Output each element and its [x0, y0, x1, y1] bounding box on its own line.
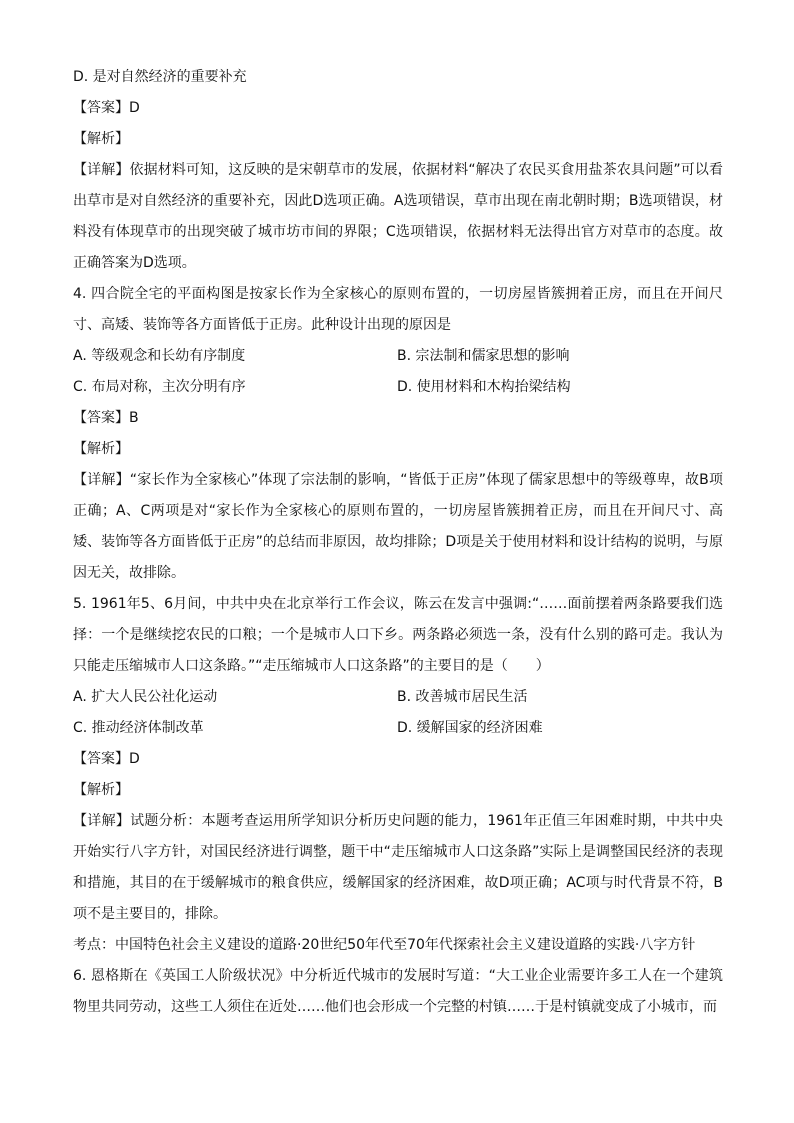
q5-option-c: C. 推动经济体制改革 [73, 720, 204, 736]
q5-option-b: B. 改善城市居民生活 [397, 689, 528, 705]
q4-options-row-1 [73, 341, 723, 372]
q4-analysis-label: 【解析】 [73, 441, 129, 457]
q5-note: 考点：中国特色社会主义建设的道路·20世纪50年代至70年代探索社会主义建设道路的实践·八字方针 [73, 937, 696, 953]
q5-answer: 【答案】D [73, 751, 140, 767]
q5-stem: 5. 1961年5、6月间，中共中央在北京举行工作会议，陈云在发言中强调:“……面前摆着两条路要我们选择：一个是继续挖农民的口粮；一个是城市人口下乡。两条路必须选一条，没有什么别的路可走。我认为只能走压缩城市人口这条路。”“走压缩城市人口这条路”的主要目的是（ ） [73, 596, 723, 674]
q4-answer: 【答案】B [73, 410, 139, 426]
q3-answer: 【答案】D [73, 100, 140, 116]
document-page [73, 62, 723, 1023]
q5-analysis-label: 【解析】 [73, 782, 129, 798]
q6-stem: 6. 恩格斯在《英国工人阶级状况》中分析近代城市的发展时写道：“大工业企业需要许多工人在一个建筑物里共同劳动，这些工人须住在近处……他们也会形成一个完整的村镇……于是村镇就变成了小城市，而 [73, 968, 723, 1015]
q3-detail: 【详解】依据材料可知，这反映的是宋朝草市的发展，依据材料“解决了农民买食用盐茶农具问题”可以看出草市是对自然经济的重要补充，因此D选项正确。A选项错误，草市出现在南北朝时期；B选项错误，材料没有体现草市的出现突破了城市坊市间的界限；C选项错误，依据材料无法得出官方对草市的态度。故正确答案为D选项。 [73, 162, 723, 271]
q4-stem: 4. 四合院全宅的平面构图是按家长作为全家核心的原则布置的，一切房屋皆簇拥着正房，而且在开间尺寸、高矮、装饰等各方面皆低于正房。此种设计出现的原因是 [73, 286, 723, 333]
q5-options-row-2 [73, 713, 723, 744]
q4-option-c: C. 布局对称，主次分明有序 [73, 379, 246, 395]
q4-option-b: B. 宗法制和儒家思想的影响 [397, 348, 570, 364]
q3-option-d: D. 是对自然经济的重要补充 [73, 69, 247, 85]
q4-option-a: A. 等级观念和长幼有序制度 [73, 348, 246, 364]
q5-option-a: A. 扩大人民公社化运动 [73, 689, 218, 705]
q3-analysis-label: 【解析】 [73, 131, 129, 147]
q4-options-row-2 [73, 372, 723, 403]
q5-options-row-1 [73, 682, 723, 713]
q5-detail: 【详解】试题分析：本题考查运用所学知识分析历史问题的能力，1961年正值三年困难时期，中共中央开始实行八字方针，对国民经济进行调整，题干中“走压缩城市人口这条路”实际上是调整国民经济的表现和措施，其目的在于缓解城市的粮食供应，缓解国家的经济困难，故D项正确；AC项与时代背景不符，B项不是主要目的，排除。 [73, 813, 723, 922]
q4-option-d: D. 使用材料和木构抬梁结构 [397, 379, 571, 395]
q5-option-d: D. 缓解国家的经济困难 [397, 720, 543, 736]
q4-detail: 【详解】“家长作为全家核心”体现了宗法制的影响，“皆低于正房”体现了儒家思想中的等级尊卑，故B项正确；A、C两项是对“家长作为全家核心的原则布置的，一切房屋皆簇拥着正房，而且在开间尺寸、高矮、装饰等各方面皆低于正房”的总结而非原因，故均排除；D项是关于使用材料和设计结构的说明，与原因无关，故排除。 [73, 472, 723, 581]
